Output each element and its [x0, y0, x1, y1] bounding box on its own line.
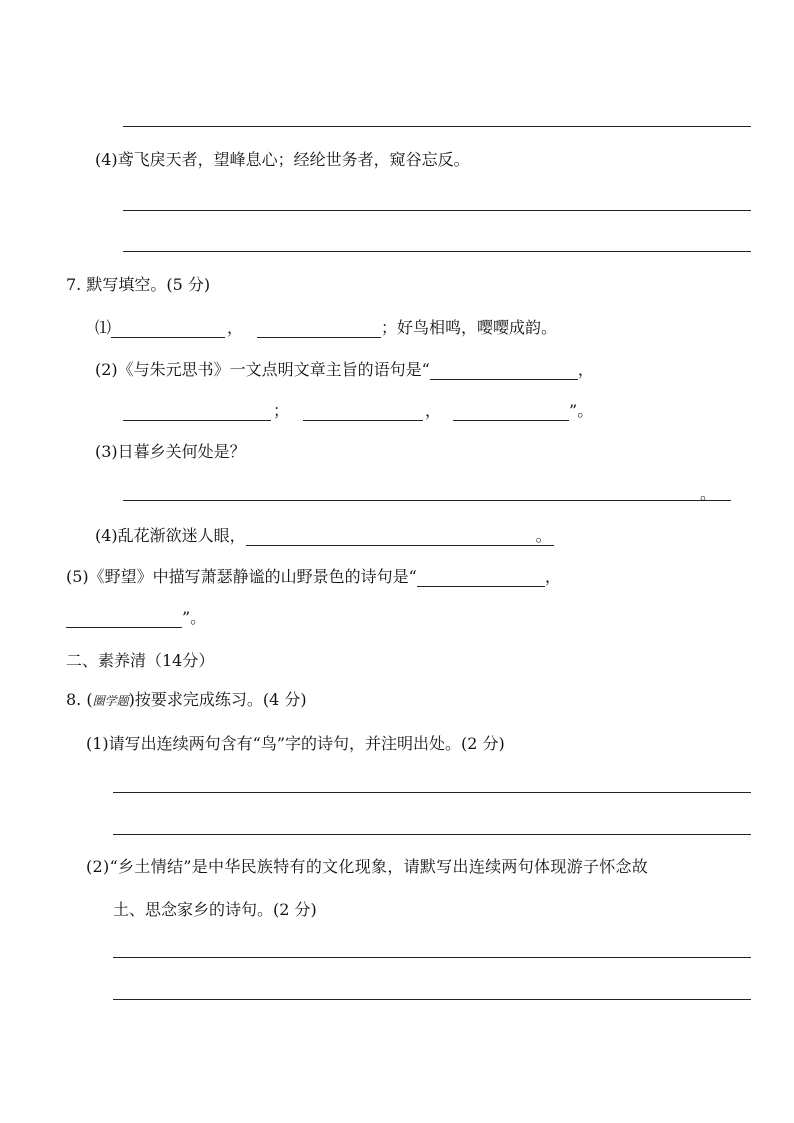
- punct: 。: [700, 484, 717, 503]
- q7-s3-text: (3)日暮乡关何处是？: [95, 442, 246, 461]
- q8-title: [66, 690, 307, 711]
- q7-s4: [95, 526, 552, 546]
- fill-blank[interactable]: [257, 319, 381, 338]
- q7-s1: [95, 318, 557, 338]
- punct: ”。: [182, 608, 207, 627]
- q7-s5: [66, 567, 561, 587]
- punct: ，: [425, 401, 442, 420]
- answer-line[interactable]: [123, 500, 731, 501]
- punct: 。: [535, 526, 552, 545]
- q8-title-pre: 8. (: [66, 690, 93, 709]
- answer-line[interactable]: [113, 999, 751, 1000]
- fill-blank[interactable]: [417, 568, 545, 587]
- fill-blank[interactable]: [303, 402, 423, 421]
- answer-line[interactable]: [113, 834, 751, 835]
- answer-line[interactable]: [113, 957, 751, 958]
- punct: ，: [577, 360, 594, 379]
- fill-blank[interactable]: [111, 319, 225, 338]
- punct: ，: [544, 567, 561, 586]
- fill-blank[interactable]: [66, 609, 182, 628]
- fill-blank[interactable]: [430, 361, 578, 380]
- answer-line[interactable]: [113, 792, 751, 793]
- q7-s2-text: (2)《与朱元思书》一文点明文章主旨的语句是“: [95, 360, 430, 379]
- punct: ；: [273, 401, 290, 420]
- q7-s1-suffix: ；好鸟相鸣，嘤嘤成韵。: [381, 318, 558, 337]
- q7-s5-text: (5)《野望》中描写萧瑟静谧的山野景色的诗句是“: [66, 567, 417, 586]
- fill-blank[interactable]: [453, 402, 569, 421]
- punct: ，: [227, 318, 244, 337]
- q7-s5-cont: [66, 608, 206, 628]
- answer-line[interactable]: [123, 210, 751, 211]
- q8-p2-line1: (2)“乡土情结”是中华民族特有的文化现象，请默写出连续两句体现游子怀念故: [86, 857, 649, 876]
- answer-line[interactable]: [123, 126, 751, 127]
- q7-s2: [95, 360, 594, 380]
- fill-blank[interactable]: [123, 402, 271, 421]
- section-heading: 二、素养清（14分）: [66, 651, 215, 670]
- q8-title-post: )按要求完成练习。(4 分): [128, 690, 307, 709]
- q8-p2-line2: 土、思念家乡的诗句。(2 分): [113, 900, 317, 919]
- q8-p1: (1)请写出连续两句含有“鸟”字的诗句，并注明出处。(2 分): [86, 734, 505, 753]
- fill-blank[interactable]: [246, 527, 554, 546]
- q6-item4-text: (4)鸢飞戾天者，望峰息心；经纶世务者，窥谷忘反。: [95, 150, 470, 169]
- q8-tag: 圈学题: [92, 694, 129, 708]
- q7-s4-text: (4)乱花渐欲迷人眼，: [95, 526, 246, 545]
- q7-title: 7. 默写填空。(5 分): [66, 275, 211, 294]
- q7-s1-prefix: ⑴: [95, 318, 112, 337]
- answer-line[interactable]: [123, 251, 751, 252]
- punct: ”。: [569, 401, 594, 420]
- q7-s2-cont: [123, 401, 593, 421]
